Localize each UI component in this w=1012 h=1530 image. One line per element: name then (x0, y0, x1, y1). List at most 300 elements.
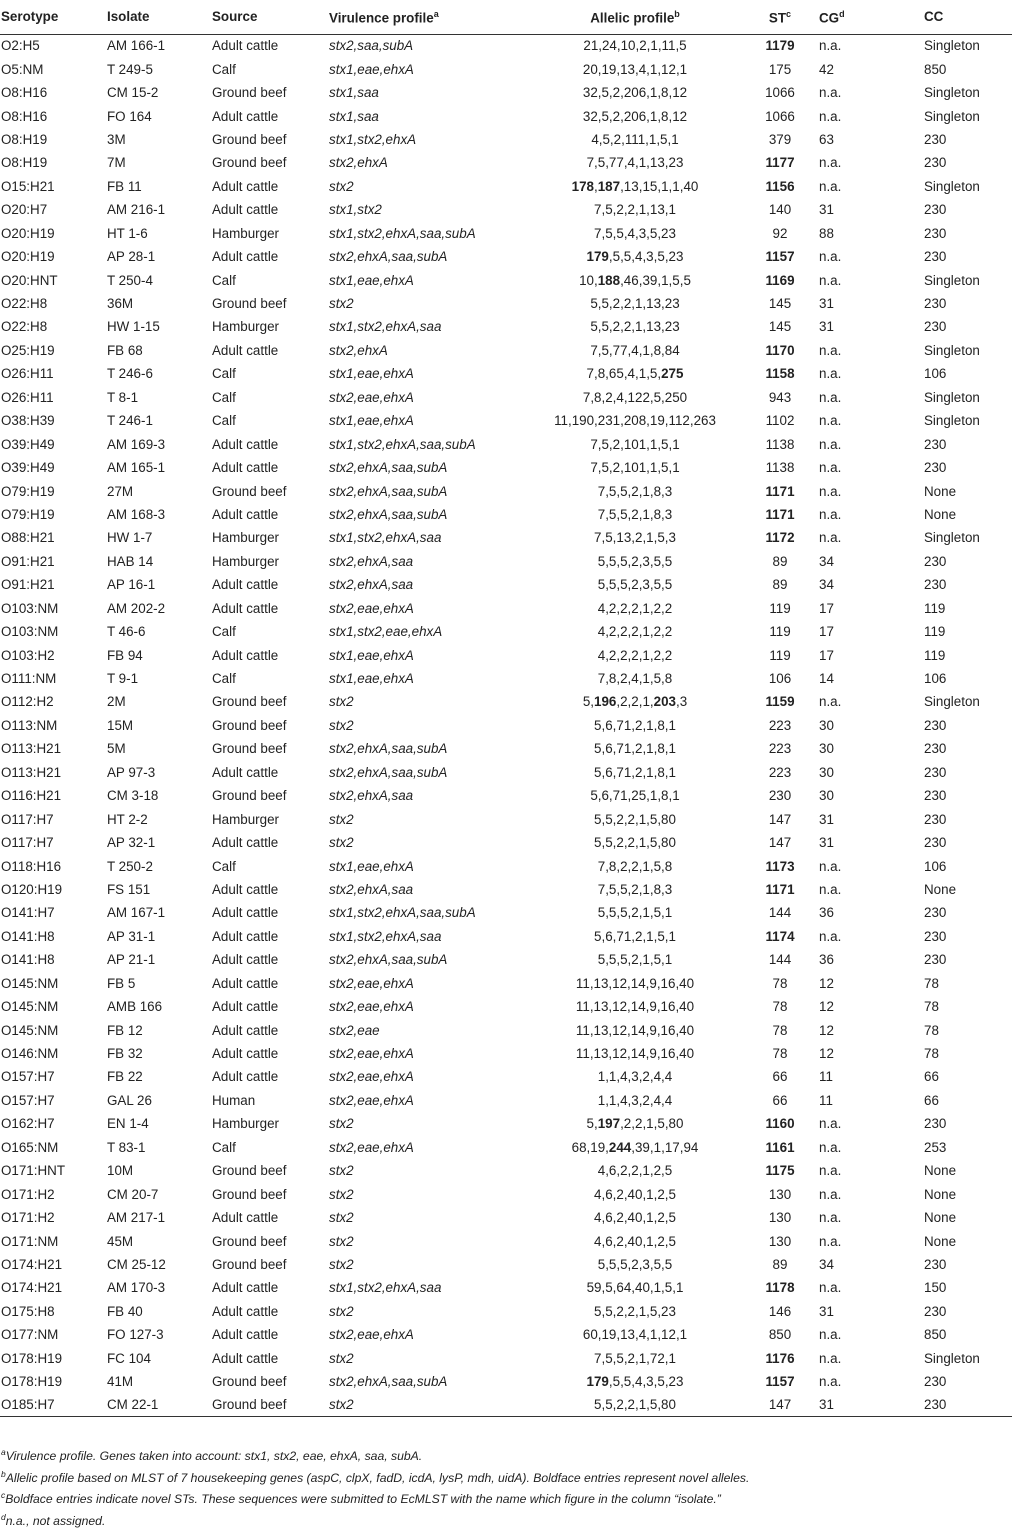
st-cell: 1171 (765, 881, 795, 897)
cg-cell: n.a. (819, 342, 842, 358)
allele-value: 4 (634, 1374, 643, 1390)
virulence-cell: stx1,stx2,ehxA,saa (329, 1280, 442, 1296)
source-cell: Adult cattle (212, 178, 279, 194)
isolate-cell: FB 11 (107, 178, 142, 194)
virulence-cell: stx2,ehxA,saa (329, 553, 414, 569)
allelic-cell: 10,188,46,39,1,5,5 (579, 272, 691, 288)
virulence-cell: stx2,eae,ehxA (329, 1139, 414, 1155)
virulence-cell: stx1,saa (329, 108, 379, 124)
st-cell: 1157 (765, 1374, 795, 1390)
table-row (0, 972, 1012, 995)
allele-value: 68 (571, 1139, 587, 1155)
table-row (0, 1159, 1012, 1182)
allele-value: 4 (634, 249, 643, 265)
allelic-cell: 4,6,2,2,1,2,5 (597, 1163, 673, 1179)
allele-value: 5 (683, 272, 691, 288)
isolate-cell: FO 164 (107, 108, 152, 124)
virulence-cell: stx1,stx2,ehxA,saa (329, 530, 442, 546)
virulence-cell: stx1,stx2,eae,ehxA (329, 624, 443, 640)
allele-value: 23 (668, 1374, 684, 1390)
cc-cell: 230 (924, 436, 947, 452)
source-cell: Human (212, 1092, 256, 1108)
isolate-cell: HT 2-2 (107, 811, 148, 827)
footnote-text: Virulence profile. Genes taken into account: stx1, stx2, eae, ehxA, saa, subA. (5, 1449, 423, 1464)
cg-cell: n.a. (819, 413, 842, 429)
allelic-cell: 5,5,2,2,1,5,23 (594, 1303, 676, 1319)
isolate-cell: CM 3-18 (107, 788, 159, 804)
isolate-cell: AMB 166 (107, 999, 163, 1015)
allele-value: 1 (653, 1139, 662, 1155)
table-row (0, 104, 1012, 127)
allele-value: 5 (649, 366, 658, 382)
allelic-cell: 4,2,2,2,1,2,2 (597, 600, 673, 616)
st-cell: 119 (769, 624, 791, 640)
isolate-cell: AP 28-1 (107, 249, 156, 265)
table-footnotes (1, 1444, 1001, 1530)
st-cell: 1174 (765, 928, 795, 944)
isolate-cell: AM 168-3 (107, 506, 166, 522)
serotype-cell: O117:H7 (1, 811, 54, 827)
st-cell: 130 (768, 1186, 792, 1202)
table-row (0, 831, 1012, 854)
st-cell: 78 (772, 999, 788, 1015)
st-cell: 145 (768, 319, 792, 335)
cc-cell: 253 (924, 1139, 947, 1155)
source-cell: Calf (212, 671, 236, 687)
source-cell: Ground beef (212, 1374, 287, 1390)
st-cell: 106 (768, 671, 792, 687)
isolate-cell: FB 12 (107, 1022, 143, 1038)
table-header-row (0, 0, 1012, 34)
allelic-cell: 5,5,2,2,1,5,80 (594, 835, 676, 851)
serotype-cell: O8:H19 (1, 131, 48, 147)
table-row (0, 34, 1012, 57)
table-row (0, 1182, 1012, 1205)
serotype-cell: O165:NM (1, 1139, 59, 1155)
cg-cell: n.a. (819, 1374, 842, 1390)
allele-value: 40 (683, 178, 699, 194)
cc-cell: 230 (924, 131, 947, 147)
serotype-cell: O178:H19 (1, 1350, 63, 1366)
st-cell: 1160 (765, 1116, 795, 1132)
allelic-cell: 7,5,2,2,1,13,1 (594, 202, 676, 218)
source-cell: Adult cattle (212, 577, 279, 593)
source-cell: Hamburger (212, 530, 279, 546)
header-cg: $CG^d$ (819, 8, 845, 25)
isolate-cell: AP 97-3 (107, 764, 156, 780)
cc-cell: 66 (924, 1092, 939, 1108)
cg-cell: 42 (819, 61, 834, 77)
serotype-cell: O88:H21 (1, 530, 55, 546)
st-cell: 147 (768, 835, 792, 851)
cg-cell: n.a. (819, 1163, 842, 1179)
st-cell: 1176 (765, 1350, 795, 1366)
table-row (0, 667, 1012, 690)
allele-value: 94 (683, 1139, 699, 1155)
isolate-cell: FB 22 (107, 1069, 143, 1085)
cg-cell: 36 (819, 905, 834, 921)
isolate-cell: 2M (107, 694, 126, 710)
table-row (0, 690, 1012, 713)
serotype-cell: O171:HNT (1, 1163, 65, 1179)
table-row (0, 503, 1012, 526)
serotype-cell: O79:H19 (1, 483, 55, 499)
cc-cell: 230 (924, 741, 947, 757)
cg-cell: 31 (819, 1303, 834, 1319)
serotype-cell: O146:NM (1, 1046, 59, 1062)
allele-value: 188 (597, 272, 621, 288)
allelic-cell: 11,13,12,14,9,16,40 (575, 1022, 695, 1038)
table-row (0, 432, 1012, 455)
isolate-cell: EN 1-4 (107, 1116, 149, 1132)
isolate-cell: 7M (107, 155, 126, 171)
table-row (0, 550, 1012, 573)
virulence-cell: stx2,ehxA,saa,subA (329, 506, 448, 522)
cc-cell: None (924, 1233, 957, 1249)
allelic-cell: 7,5,2,101,1,5,1 (590, 460, 680, 476)
isolate-cell: HAB 14 (107, 553, 154, 569)
virulence-cell: stx1,eae,ehxA (329, 413, 414, 429)
cg-cell: 17 (819, 624, 834, 640)
cc-cell: Singleton (924, 342, 980, 358)
cc-cell: Singleton (924, 1350, 980, 1366)
st-cell: 223 (768, 717, 792, 733)
isolate-cell: CM 22-1 (107, 1397, 159, 1413)
serotype-cell: O91:H21 (1, 553, 55, 569)
virulence-cell: stx2,ehxA,saa (329, 577, 414, 593)
isolate-cell: T 246-1 (107, 413, 153, 429)
table-row (0, 1393, 1012, 1416)
serotype-cell: O8:H16 (1, 108, 48, 124)
serotype-cell: O8:H19 (1, 155, 48, 171)
allelic-cell: 4,5,2,111,1,5,1 (591, 131, 679, 147)
allelic-cell: 178,187,13,15,1,1,40 (571, 178, 699, 194)
isolate-cell: AP 31-1 (107, 928, 156, 944)
cc-cell: 850 (924, 1327, 947, 1343)
footnote-mark: b (1, 1468, 6, 1479)
st-cell: 1173 (765, 858, 795, 874)
allele-value: 23 (668, 249, 684, 265)
table-row (0, 292, 1012, 315)
allele-value: 5 (612, 1374, 621, 1390)
source-cell: Ground beef (212, 717, 287, 733)
virulence-cell: stx1,stx2,ehxA,saa,subA (329, 436, 476, 452)
cc-cell: 230 (924, 811, 947, 827)
isolate-cell: CM 25-12 (107, 1256, 166, 1272)
cg-cell: n.a. (819, 483, 842, 499)
allele-value: 39 (634, 1139, 650, 1155)
table-row (0, 1300, 1012, 1323)
isolate-cell: AM 217-1 (107, 1210, 166, 1226)
isolate-cell: FB 32 (107, 1046, 143, 1062)
allelic-cell: 4,2,2,2,1,2,2 (597, 647, 673, 663)
cc-cell: None (924, 483, 957, 499)
cc-cell: 230 (924, 905, 947, 921)
allele-value: 8 (597, 366, 606, 382)
source-cell: Adult cattle (212, 1069, 279, 1085)
cg-cell: n.a. (819, 1327, 842, 1343)
cc-cell: None (924, 1163, 957, 1179)
isolate-cell: AM 202-2 (107, 600, 166, 616)
serotype-cell: O185:H7 (1, 1397, 55, 1413)
isolate-cell: 41M (107, 1374, 134, 1390)
source-cell: Adult cattle (212, 1210, 279, 1226)
st-cell: 130 (768, 1233, 792, 1249)
allelic-cell: 5,5,2,2,1,5,80 (594, 811, 676, 827)
cg-cell: n.a. (819, 178, 842, 194)
table-row (0, 643, 1012, 666)
st-cell: 145 (768, 296, 792, 312)
cc-cell: 78 (924, 999, 939, 1015)
st-cell: 147 (768, 1397, 792, 1413)
allelic-cell: 179,5,5,4,3,5,23 (586, 249, 684, 265)
table-row (0, 1276, 1012, 1299)
source-cell: Ground beef (212, 788, 287, 804)
table-row (0, 901, 1012, 924)
cc-cell: Singleton (924, 178, 980, 194)
virulence-cell: stx2,ehxA,saa,subA (329, 249, 448, 265)
virulence-cell: stx2 (329, 1163, 354, 1179)
virulence-cell: stx2,ehxA (329, 342, 388, 358)
st-cell: 223 (768, 741, 792, 757)
serotype-cell: O22:H8 (1, 319, 48, 335)
isolate-cell: FB 5 (107, 975, 136, 991)
table-row (0, 948, 1012, 971)
allele-value: 1 (646, 1116, 654, 1132)
isolate-cell: HW 1-7 (107, 530, 153, 546)
cc-cell: Singleton (924, 530, 980, 546)
isolate-cell: FB 40 (107, 1303, 143, 1319)
st-cell: 1066 (765, 108, 795, 124)
st-cell: 223 (768, 764, 792, 780)
cc-cell: 150 (924, 1280, 947, 1296)
allelic-cell: 7,5,77,4,1,8,84 (590, 342, 680, 358)
table-row (0, 925, 1012, 948)
table-row (0, 714, 1012, 737)
serotype-cell: O112:H2 (1, 694, 54, 710)
virulence-cell: stx2,eae,ehxA (329, 975, 414, 991)
table-row (0, 1136, 1012, 1159)
cc-cell: Singleton (924, 272, 980, 288)
serotype-cell: O145:NM (1, 975, 59, 991)
virulence-cell: stx2,eae (329, 1022, 380, 1038)
allelic-cell: 32,5,2,206,1,8,12 (582, 108, 688, 124)
isolate-cell: 45M (107, 1233, 134, 1249)
source-cell: Ground beef (212, 85, 287, 101)
table-row (0, 854, 1012, 877)
source-cell: Adult cattle (212, 436, 279, 452)
source-cell: Ground beef (212, 155, 287, 171)
header-st: $ST^c$ (768, 8, 792, 25)
source-cell: Adult cattle (212, 506, 279, 522)
allelic-cell: 5,5,5,2,1,5,1 (597, 905, 673, 921)
allelic-cell: 11,13,12,14,9,16,40 (575, 975, 695, 991)
virulence-cell: stx1,eae,ehxA (329, 272, 414, 288)
st-cell: 144 (768, 905, 792, 921)
virulence-cell: stx2,eae,ehxA (329, 1046, 414, 1062)
cg-cell: 11 (819, 1092, 833, 1108)
serotype-cell: O20:HNT (1, 272, 58, 288)
allele-value: 5 (657, 249, 665, 265)
footnote (1, 1509, 1001, 1530)
st-cell: 1178 (765, 1280, 795, 1296)
cg-cell: 14 (819, 671, 834, 687)
allelic-cell: 5,5,5,2,3,5,5 (597, 577, 673, 593)
st-cell: 1161 (765, 1139, 795, 1155)
cc-cell: 230 (924, 577, 947, 593)
st-cell: 147 (768, 811, 792, 827)
isolate-cell: T 246-6 (107, 366, 153, 382)
cg-cell: 17 (819, 600, 834, 616)
st-cell: 92 (772, 225, 788, 241)
table-row (0, 268, 1012, 291)
st-cell: 78 (772, 1022, 788, 1038)
source-cell: Adult cattle (212, 202, 279, 218)
serotype-cell: O103:NM (1, 600, 59, 616)
allelic-cell: 4,2,2,2,1,2,2 (597, 624, 673, 640)
source-cell: Ground beef (212, 694, 287, 710)
table-row (0, 597, 1012, 620)
allele-value: 187 (597, 178, 621, 194)
cg-cell: n.a. (819, 1280, 842, 1296)
allele-value: 5 (586, 1116, 594, 1132)
serotype-cell: O145:NM (1, 999, 59, 1015)
cc-cell: 66 (924, 1069, 939, 1085)
cg-cell: n.a. (819, 858, 842, 874)
cg-cell: 30 (819, 717, 834, 733)
st-cell: 78 (772, 975, 788, 991)
virulence-cell: stx1,saa (329, 85, 379, 101)
cg-cell: 30 (819, 764, 834, 780)
source-cell: Adult cattle (212, 764, 279, 780)
serotype-cell: O177:NM (1, 1327, 59, 1343)
cg-cell: n.a. (819, 881, 842, 897)
cc-cell: None (924, 506, 957, 522)
allele-value: 5 (657, 1374, 665, 1390)
isolate-cell: 27M (107, 483, 134, 499)
source-cell: Ground beef (212, 1397, 287, 1413)
table-row (0, 198, 1012, 221)
source-cell: Adult cattle (212, 108, 279, 124)
cg-cell: 31 (819, 296, 834, 312)
virulence-cell: stx1,stx2,ehxA,saa,subA (329, 905, 476, 921)
footnote-text: Allelic profile based on MLST of 7 housekeeping genes (aspC, clpX, fadD, icdA, lysP, mdh, uidA). Boldface entries represent novel alleles. (5, 1470, 750, 1485)
serotype-cell: O25:H19 (1, 342, 55, 358)
cc-cell: 230 (924, 1256, 947, 1272)
cc-cell: 78 (924, 1022, 939, 1038)
serotype-cell: O117:H7 (1, 835, 54, 851)
serotype-cell: O141:H8 (1, 928, 55, 944)
allele-value: 2 (623, 1116, 632, 1132)
serotype-cell: O120:H19 (1, 881, 63, 897)
virulence-cell: stx2,ehxA,saa,subA (329, 483, 448, 499)
allelic-cell: 11,190,231,208,19,112,263 (554, 413, 716, 429)
virulence-cell: stx2 (329, 835, 354, 851)
st-cell: 1179 (765, 38, 795, 54)
st-cell: 1158 (765, 366, 795, 382)
header-isolate: Isolate (107, 9, 150, 25)
table-row (0, 526, 1012, 549)
serotype-cell: O174:H21 (1, 1256, 63, 1272)
cc-cell: Singleton (924, 413, 980, 429)
virulence-cell: stx1,eae,ehxA (329, 61, 414, 77)
cc-cell: 230 (924, 296, 947, 312)
source-cell: Ground beef (212, 483, 287, 499)
cg-cell: 88 (819, 225, 834, 241)
table-row (0, 245, 1012, 268)
allele-value: 1 (661, 178, 669, 194)
table-row (0, 81, 1012, 104)
allele-value: 5 (612, 249, 621, 265)
cg-cell: n.a. (819, 506, 842, 522)
table-row (0, 409, 1012, 432)
allele-value: 1 (638, 366, 647, 382)
allelic-cell: 7,5,2,101,1,5,1 (590, 436, 680, 452)
virulence-cell: stx2 (329, 1210, 354, 1226)
isolate-cell: T 9-1 (107, 671, 139, 687)
source-cell: Adult cattle (212, 975, 279, 991)
serotype-cell: O113:NM (1, 717, 58, 733)
allele-value: 244 (608, 1139, 632, 1155)
st-cell: 1172 (765, 530, 795, 546)
st-cell: 66 (772, 1069, 788, 1085)
cg-cell: n.a. (819, 1116, 842, 1132)
serotype-cell: O8:H16 (1, 85, 48, 101)
table-row (0, 1253, 1012, 1276)
virulence-cell: stx2,ehxA,saa,subA (329, 764, 448, 780)
allele-value: 5 (623, 1374, 632, 1390)
serotype-cell: O103:NM (1, 624, 59, 640)
st-cell: 78 (772, 1046, 788, 1062)
cg-cell: 30 (819, 741, 834, 757)
source-cell: Ground beef (212, 131, 287, 147)
st-cell: 1171 (765, 506, 795, 522)
virulence-cell: stx2,saa,subA (329, 38, 414, 54)
table-row (0, 573, 1012, 596)
allele-value: 1 (672, 178, 680, 194)
allele-value: 1 (642, 694, 650, 710)
isolate-cell: AM 170-3 (107, 1280, 166, 1296)
serotype-cell: O2:H5 (1, 38, 40, 54)
allele-value: 5 (623, 249, 632, 265)
serotype-cell: O103:H2 (1, 647, 55, 663)
allelic-cell: 7,5,77,4,1,13,23 (586, 155, 684, 171)
serotype-cell: O79:H19 (1, 506, 55, 522)
table-row (0, 737, 1012, 760)
isolate-cell: T 83-1 (107, 1139, 146, 1155)
st-cell: 146 (768, 1303, 792, 1319)
footnote-mark: a (1, 1447, 6, 1457)
cc-cell: 230 (924, 1397, 947, 1413)
allelic-cell: 4,6,2,40,1,2,5 (594, 1210, 676, 1226)
virulence-cell: stx2 (329, 1350, 354, 1366)
cc-cell: 119 (924, 647, 946, 663)
st-cell: 140 (768, 202, 792, 218)
serotype-cell: O91:H21 (1, 577, 55, 593)
st-cell: 1171 (765, 483, 795, 499)
virulence-cell: stx1,stx2,ehxA (329, 131, 417, 147)
allelic-cell: 11,13,12,14,9,16,40 (575, 1046, 695, 1062)
st-cell: 1138 (765, 436, 795, 452)
serotype-cell: O15:H21 (1, 178, 55, 194)
cc-cell: 230 (924, 1116, 947, 1132)
cg-cell: n.a. (819, 249, 842, 265)
allelic-cell: 11,13,12,14,9,16,40 (575, 999, 695, 1015)
table-row (0, 1370, 1012, 1393)
cc-cell: None (924, 1186, 957, 1202)
st-cell: 144 (768, 952, 792, 968)
cg-cell: n.a. (819, 694, 842, 710)
